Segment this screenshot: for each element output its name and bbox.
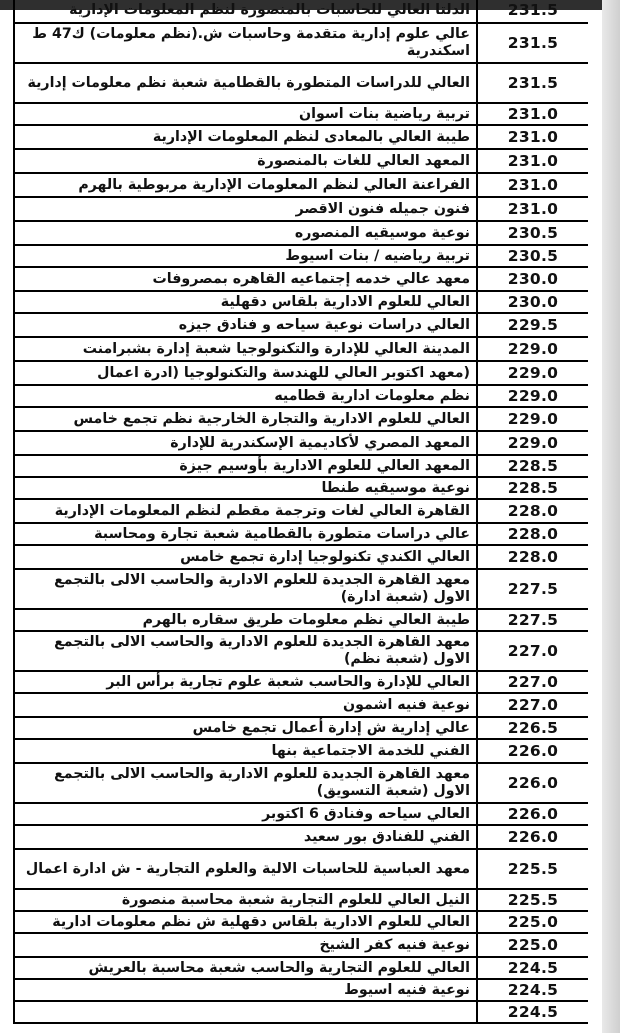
table-row	[14, 245, 588, 267]
table-row	[14, 23, 588, 63]
score-cell: 228.0	[477, 499, 588, 523]
score-cell: 229.0	[477, 385, 588, 407]
table-row	[14, 267, 588, 291]
scores-table	[13, 0, 588, 1024]
institute-name-cell: المعهد العالي للغات بالمنصورة	[14, 149, 477, 173]
scores-table-body	[14, 0, 588, 1023]
score-cell: 226.0	[477, 825, 588, 849]
table-row	[14, 125, 588, 149]
institute-name-cell: فنون جميله فنون الاقصر	[14, 197, 477, 221]
institute-name-cell: نوعية فنيه اسيوط	[14, 979, 477, 1001]
table-row	[14, 337, 588, 361]
table-row	[14, 889, 588, 911]
score-cell: 231.0	[477, 149, 588, 173]
institute-name-cell: تربية رياضيه / بنات اسيوط	[14, 245, 477, 267]
institute-name-cell: نوعية موسيقيه المنصوره	[14, 221, 477, 245]
table-row	[14, 631, 588, 671]
institute-name-cell: العالي للعلوم الادارية والتجارة الخارجية نظم تجمع خامس	[14, 407, 477, 431]
score-cell: 228.5	[477, 477, 588, 499]
institute-name-cell: (معهد اكتوبر العالي للهندسة والتكنولوجيا (ادرة اعمال	[14, 361, 477, 385]
table-row	[14, 671, 588, 693]
institute-name-cell	[14, 1001, 477, 1023]
institute-name-cell: العالي للدراسات المتطورة بالقطامية شعبة نظم معلومات إدارية	[14, 63, 477, 103]
scores-table-container	[13, 0, 588, 1033]
score-cell: 224.5	[477, 1001, 588, 1023]
score-cell: 227.0	[477, 671, 588, 693]
table-row	[14, 455, 588, 477]
score-cell: 231.0	[477, 125, 588, 149]
score-cell: 230.0	[477, 291, 588, 313]
table-row	[14, 431, 588, 455]
score-cell: 226.0	[477, 739, 588, 763]
table-row	[14, 221, 588, 245]
institute-name-cell: المدينة العالي للإدارة والتكنولوجيا شعبة إدارة بشبرامنت	[14, 337, 477, 361]
score-cell: 225.5	[477, 849, 588, 889]
table-row	[14, 63, 588, 103]
table-row	[14, 361, 588, 385]
score-cell: 230.5	[477, 245, 588, 267]
score-cell: 231.0	[477, 173, 588, 197]
table-row	[14, 0, 588, 23]
score-cell: 225.0	[477, 911, 588, 933]
table-row	[14, 717, 588, 739]
institute-name-cell: عالي إدارية ش إدارة أعمال تجمع خامس	[14, 717, 477, 739]
table-row	[14, 173, 588, 197]
score-cell: 231.5	[477, 63, 588, 103]
institute-name-cell: العالي للعلوم التجارية والحاسب شعبة محاسبة بالعريش	[14, 957, 477, 979]
score-cell: 228.0	[477, 545, 588, 569]
table-row	[14, 763, 588, 803]
score-cell: 230.0	[477, 267, 588, 291]
score-cell: 229.0	[477, 431, 588, 455]
score-cell: 225.5	[477, 889, 588, 911]
institute-name-cell: نظم معلومات ادارية قطاميه	[14, 385, 477, 407]
institute-name-cell: نوعية فنيه كفر الشيخ	[14, 933, 477, 957]
table-row	[14, 197, 588, 221]
table-row	[14, 849, 588, 889]
table-row	[14, 609, 588, 631]
score-cell: 229.0	[477, 407, 588, 431]
score-cell: 229.0	[477, 337, 588, 361]
score-cell: 228.5	[477, 455, 588, 477]
score-cell: 229.0	[477, 361, 588, 385]
institute-name-cell: عالي دراسات متطورة بالقطامية شعبة تجارة ومحاسبة	[14, 523, 477, 545]
institute-name-cell: العالي للعلوم الادارية بلقاس دقهلية	[14, 291, 477, 313]
institute-name-cell: معهد عالي خدمه إجتماعيه القاهره بمصروفات	[14, 267, 477, 291]
institute-name-cell: عالي علوم إدارية متقدمة وحاسبات ش.(نظم معلومات) ك47 ط اسكندرية	[14, 23, 477, 63]
score-cell: 224.5	[477, 957, 588, 979]
score-cell: 229.5	[477, 313, 588, 337]
institute-name-cell: المعهد العالي للعلوم الادارية بأوسيم جيزة	[14, 455, 477, 477]
institute-name-cell: تربية رياضية بنات اسوان	[14, 103, 477, 125]
institute-name-cell: الفني للفنادق بور سعيد	[14, 825, 477, 849]
table-row	[14, 739, 588, 763]
table-row	[14, 825, 588, 849]
table-row	[14, 911, 588, 933]
score-cell: 226.5	[477, 717, 588, 739]
institute-name-cell: العالي الكندي تكنولوجيا إدارة تجمع خامس	[14, 545, 477, 569]
score-cell: 227.5	[477, 569, 588, 609]
institute-name-cell: معهد العباسية للحاسبات الالية والعلوم التجارية - ش ادارة اعمال	[14, 849, 477, 889]
institute-name-cell: المعهد المصري لأكاديمية الإسكندرية للإدارة	[14, 431, 477, 455]
score-cell: 230.5	[477, 221, 588, 245]
score-cell: 226.0	[477, 763, 588, 803]
score-cell: 225.0	[477, 933, 588, 957]
institute-name-cell: نوعية موسيقيه طنطا	[14, 477, 477, 499]
table-row	[14, 1001, 588, 1023]
institute-name-cell: طيبة العالي بالمعادى لنظم المعلومات الإدارية	[14, 125, 477, 149]
score-cell: 228.0	[477, 523, 588, 545]
institute-name-cell: معهد القاهرة الجديدة للعلوم الادارية والحاسب الالى بالتجمع الاول (شعبة التسويق)	[14, 763, 477, 803]
institute-name-cell: معهد القاهرة الجديدة للعلوم الادارية والحاسب الالى بالتجمع الاول (شعبة نظم)	[14, 631, 477, 671]
score-cell: 231.0	[477, 197, 588, 221]
table-row	[14, 803, 588, 825]
table-row	[14, 957, 588, 979]
institute-name-cell: القاهرة العالي لغات وترجمة مقطم لنظم المعلومات الإدارية	[14, 499, 477, 523]
institute-name-cell: نوعية فنيه اشمون	[14, 693, 477, 717]
page-right-margin	[602, 0, 620, 1033]
table-row	[14, 693, 588, 717]
score-cell: 231.5	[477, 23, 588, 63]
institute-name-cell: العالي سياحه وفنادق 6 اكتوبر	[14, 803, 477, 825]
table-row	[14, 407, 588, 431]
institute-name-cell: العالي للإدارة والحاسب شعبة علوم تجارية برأس البر	[14, 671, 477, 693]
table-row	[14, 979, 588, 1001]
table-row	[14, 103, 588, 125]
table-row	[14, 569, 588, 609]
institute-name-cell: الدلتا العالي للحاسبات بالمنصورة لنظم المعلومات الإدارية	[14, 0, 477, 23]
score-cell: 227.0	[477, 631, 588, 671]
institute-name-cell: طيبة العالي نظم معلومات طريق سقاره بالهرم	[14, 609, 477, 631]
table-row	[14, 385, 588, 407]
institute-name-cell: الفراعنة العالي لنظم المعلومات الإدارية مربوطية بالهرم	[14, 173, 477, 197]
institute-name-cell: الفني للخدمة الاجتماعية بنها	[14, 739, 477, 763]
table-row	[14, 477, 588, 499]
table-row	[14, 313, 588, 337]
table-row	[14, 499, 588, 523]
score-cell: 231.0	[477, 103, 588, 125]
table-row	[14, 149, 588, 173]
table-row	[14, 933, 588, 957]
table-row	[14, 291, 588, 313]
institute-name-cell: النيل العالي للعلوم التجارية شعبة محاسبة منصورة	[14, 889, 477, 911]
institute-name-cell: العالي للعلوم الادارية بلقاس دقهلية ش نظم معلومات ادارية	[14, 911, 477, 933]
institute-name-cell: معهد القاهرة الجديدة للعلوم الادارية والحاسب الالى بالتجمع الاول (شعبة ادارة)	[14, 569, 477, 609]
score-cell: 227.5	[477, 609, 588, 631]
table-row	[14, 545, 588, 569]
score-cell: 231.5	[477, 0, 588, 23]
score-cell: 226.0	[477, 803, 588, 825]
institute-name-cell: العالي دراسات نوعية سياحه و فنادق جيزه	[14, 313, 477, 337]
score-cell: 224.5	[477, 979, 588, 1001]
table-row	[14, 523, 588, 545]
score-cell: 227.0	[477, 693, 588, 717]
